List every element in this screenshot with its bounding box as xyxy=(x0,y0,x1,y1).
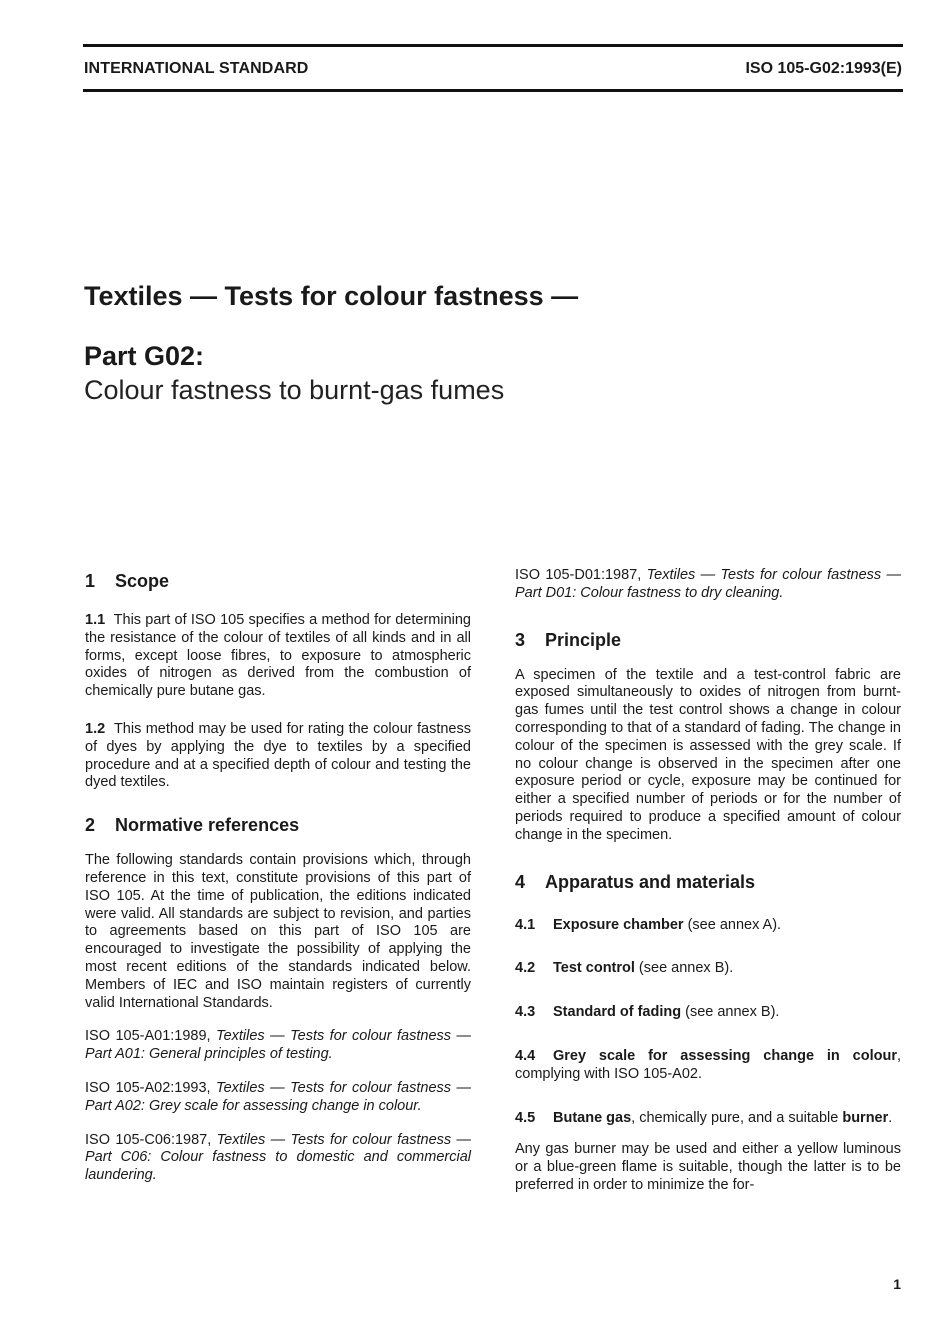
reference-a01: ISO 105-A01:1989, Textiles — Tests for colour fastness — Part A01: General principles of testing. xyxy=(85,1028,471,1063)
section-heading-normative: 2 Normative references xyxy=(85,815,300,836)
reference-a02: ISO 105-A02:1993, Textiles — Tests for colour fastness — Part A02: Grey scale for assessing change in colour. xyxy=(85,1079,471,1114)
header-top-rule xyxy=(83,44,903,47)
reference-c06: ISO 105-C06:1987, Textiles — Tests for colour fastness — Part C06: Colour fastness to domestic and commercial laundering. xyxy=(85,1131,471,1184)
left-column xyxy=(85,560,471,1185)
gas-burner-paragraph: Any gas burner may be used and either a yellow luminous or a blue-green flame is suitable, though the latter is to be preferred in order to minimize the for- xyxy=(515,1141,901,1193)
apparatus-item-4-3: 4.3 Standard of fading (see annex B). xyxy=(515,1004,780,1021)
reference-d01: ISO 105-D01:1987, Textiles — Tests for colour fastness — Part D01: Colour fastness to dry cleaning. xyxy=(515,567,901,601)
section-heading-scope: 1 Scope xyxy=(85,571,170,591)
apparatus-item-4-5: 4.5 Butane gas, chemically pure, and a suitable burner. xyxy=(515,1109,893,1126)
right-column xyxy=(515,560,901,1195)
principle-text: A specimen of the textile and a test-control fabric are exposed simultaneously to oxides of nitrogen from burnt-gas fumes until the test control shows a change in colour corresponding to that of a standard of fading. The change in colour of the specimen is assessed with the grey scale. If no colour change is observed in the specimen after one exposure period or cycle, exposure may be continued for either a specified number of periods or for the number of periods required to produce a specified amount of colour change in the specimen. xyxy=(515,666,901,843)
paragraph-1-1: 1.1 This part of ISO 105 specifies a method for determining the resistance of the colour of textiles of all kinds and in all forms, except loose fibres, to exposure to atmospheric oxides of nitrogen as derived from the combustion of chemically pure butane gas. xyxy=(85,612,471,700)
section-heading-apparatus: 4 Apparatus and materials xyxy=(515,871,756,892)
part-label: Part G02: xyxy=(84,341,205,371)
header-standard-type: INTERNATIONAL STANDARD xyxy=(84,60,309,77)
apparatus-item-4-4: 4.4 Grey scale for assessing change in colour, complying with ISO 105-A02. xyxy=(515,1047,901,1082)
section-heading-principle: 3 Principle xyxy=(515,629,622,650)
header-bottom-rule xyxy=(83,89,903,92)
apparatus-item-4-1: 4.1 Exposure chamber (see annex A). xyxy=(515,916,782,933)
header-standard-number: ISO 105-G02:1993(E) xyxy=(745,60,902,77)
paragraph-1-2: 1.2 This method may be used for rating the colour fastness of dyes by applying the dye to textiles by a specified procedure and at a specified depth of colour and testing the dyed textiles. xyxy=(85,720,471,791)
document-title: Textiles — Tests for colour fastness — xyxy=(84,281,579,311)
page-number: 1 xyxy=(893,1276,901,1292)
part-subtitle: Colour fastness to burnt-gas fumes xyxy=(84,375,505,405)
normative-intro: The following standards contain provisions which, through reference in this text, constitute provisions of this part of ISO 105. At the time of publication, the editions indicated were valid. All standards are subject to revision, and parties to agreements based on this part of ISO 105 are encouraged to investigate the possibility of applying the most recent editions of the standards indicated below. Members of IEC and ISO maintain registers of currently valid International Standards. xyxy=(85,852,471,1011)
apparatus-item-4-2: 4.2 Test control (see annex B). xyxy=(515,960,734,977)
